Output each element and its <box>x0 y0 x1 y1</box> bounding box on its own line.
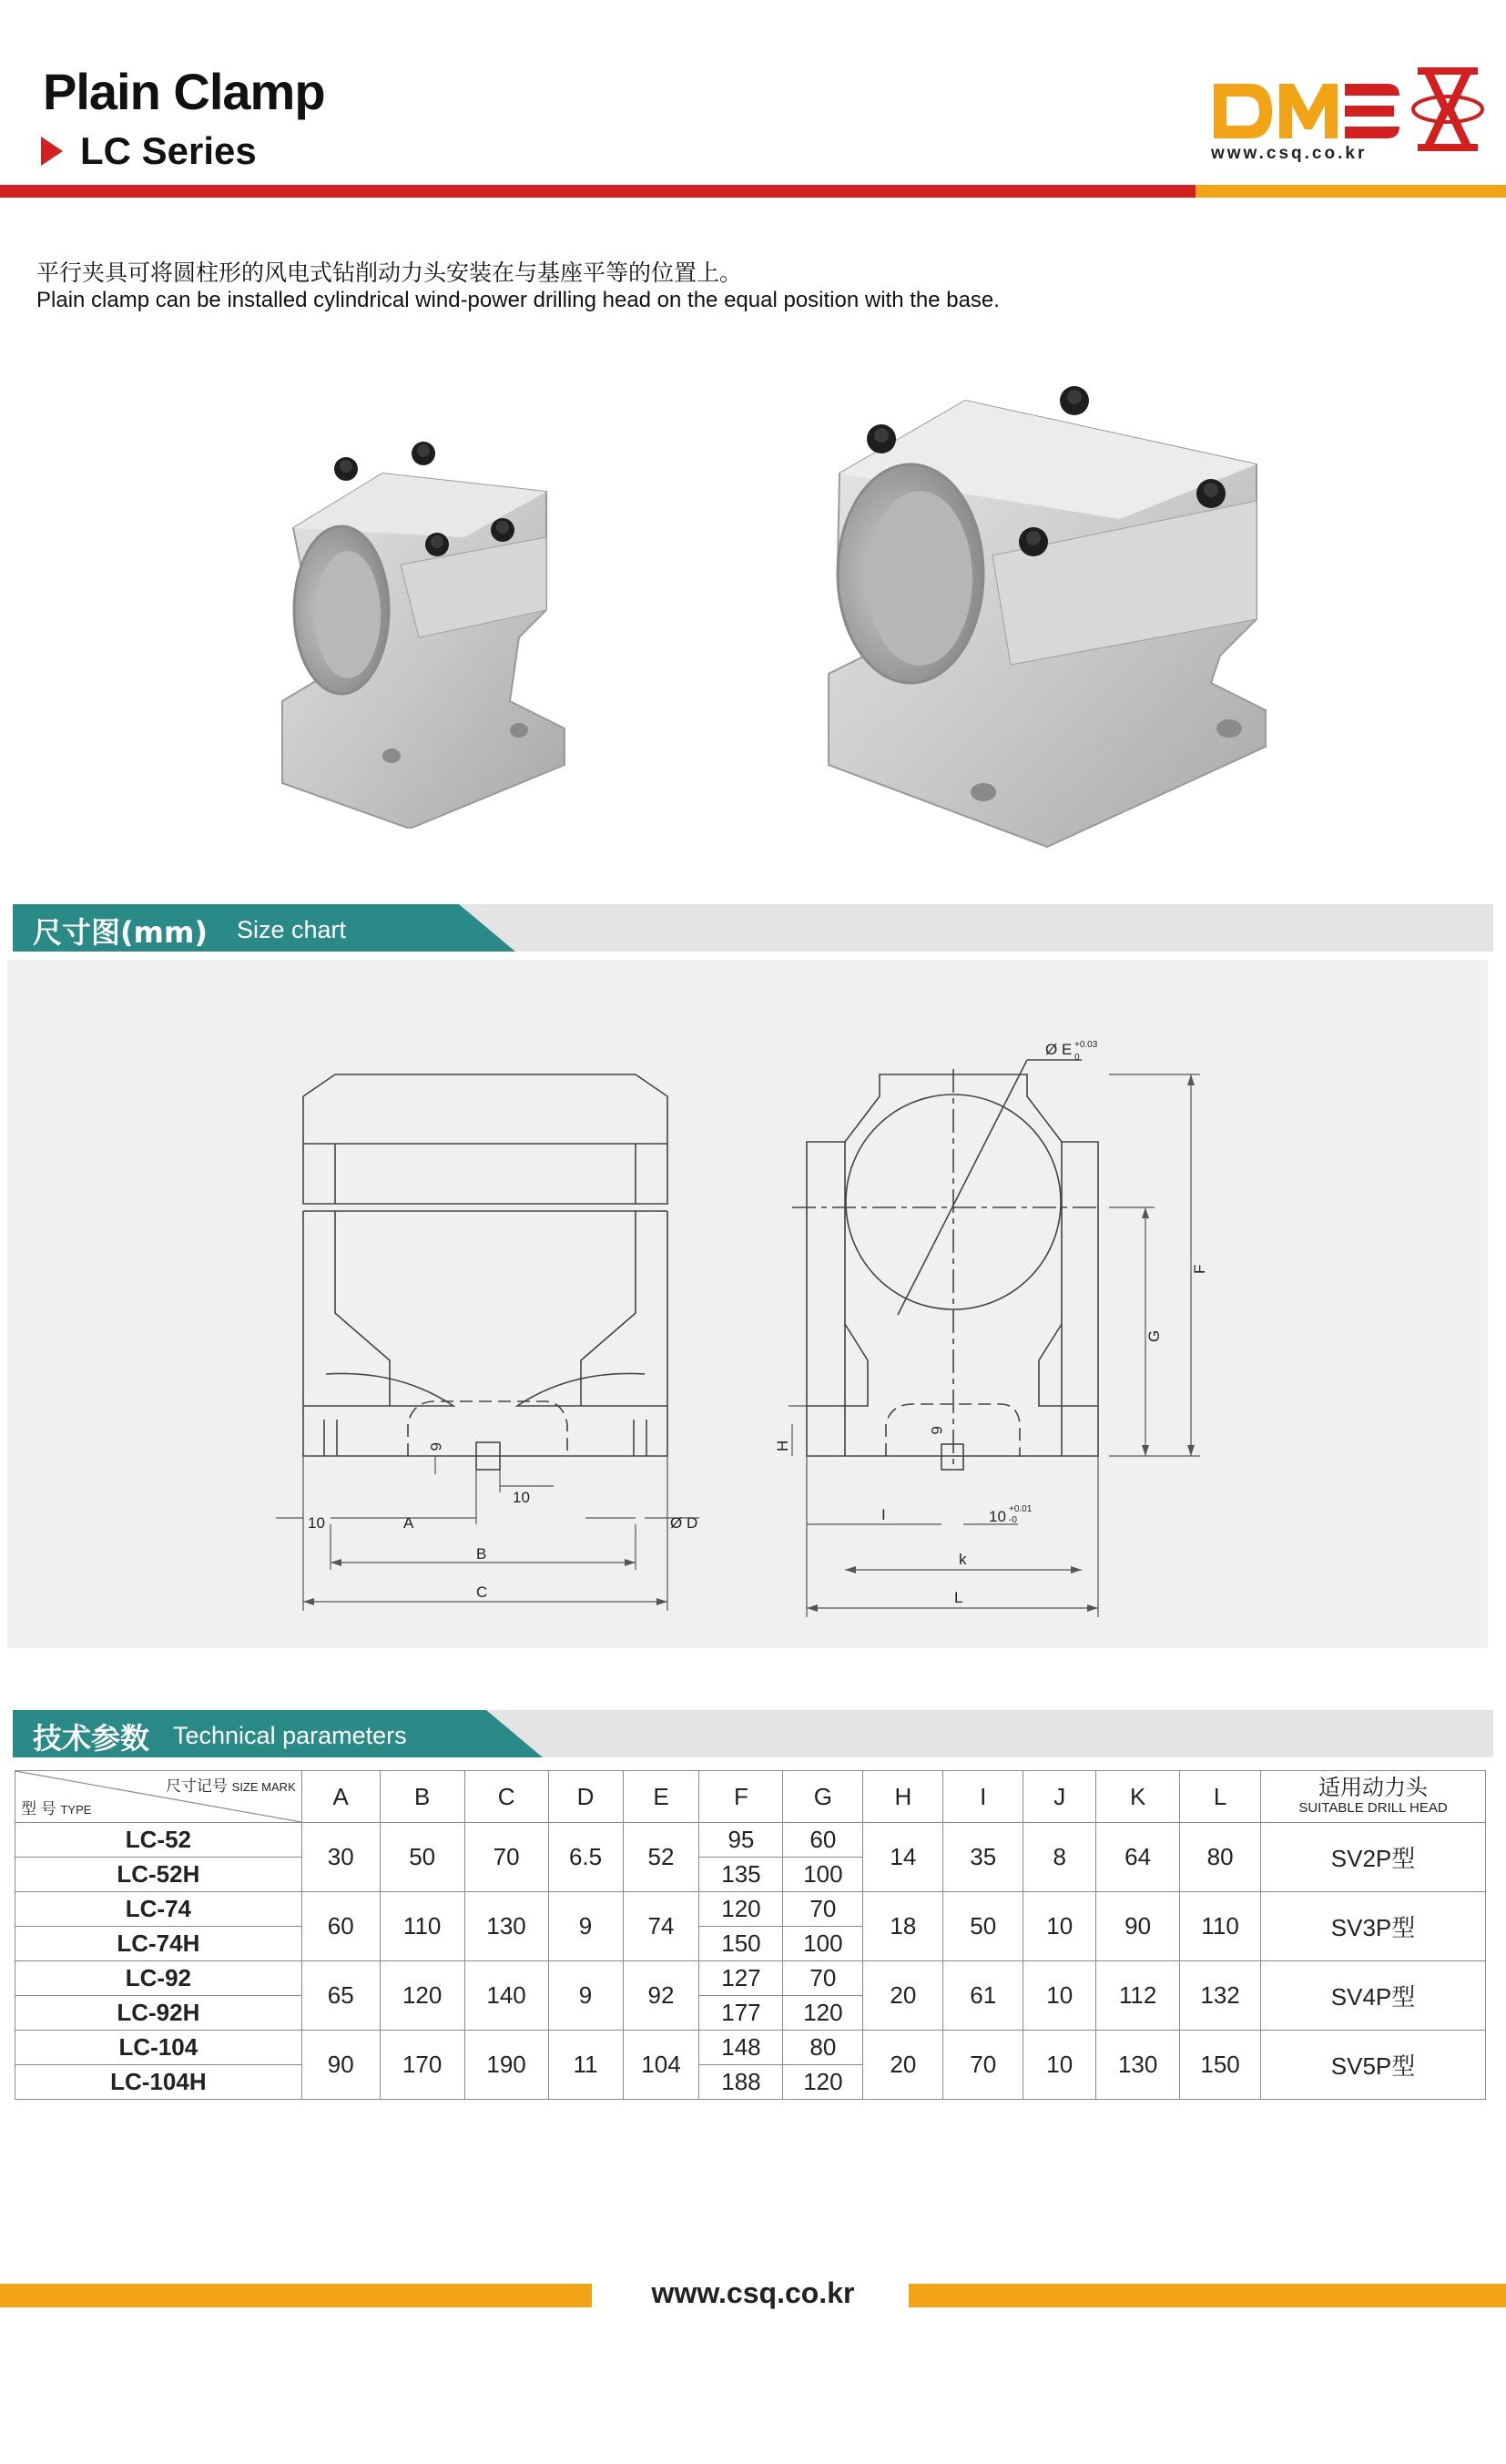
page-title: Plain Clamp <box>43 63 325 120</box>
front-view <box>303 1074 667 1470</box>
col-header-j: J <box>1023 1771 1096 1823</box>
value-b: 170 <box>380 2031 464 2100</box>
value-drill: SV4P型 <box>1261 1961 1486 2031</box>
value-g: 120 <box>783 1996 863 2031</box>
footer-url[interactable]: www.csq.co.kr <box>651 2276 855 2309</box>
header-corner-cell <box>15 1771 302 1823</box>
label-side-6: 6 <box>928 1426 945 1435</box>
table-row <box>15 2031 1486 2065</box>
label-side-oe-tol-lower: 0 <box>1074 1053 1080 1063</box>
value-l: 80 <box>1180 1823 1261 1892</box>
corner-top-cn: 尺寸记号 <box>165 1777 228 1795</box>
value-k: 130 <box>1096 2031 1180 2100</box>
value-c: 70 <box>464 1823 548 1892</box>
model-cell: LC-104H <box>15 2065 302 2100</box>
value-j: 10 <box>1023 2031 1096 2100</box>
value-g: 70 <box>783 1892 863 1927</box>
table-header-row <box>15 1771 1486 1823</box>
label-side-h: H <box>774 1440 791 1451</box>
value-d: 11 <box>548 2031 623 2100</box>
technical-drawing <box>7 960 1488 1648</box>
value-f: 148 <box>699 2031 783 2065</box>
value-i: 50 <box>943 1892 1023 1961</box>
label-side-10-tol-lower: -0 <box>1009 1515 1017 1525</box>
value-drill: SV5P型 <box>1261 2031 1486 2100</box>
value-f: 177 <box>699 1996 783 2031</box>
label-side-i: I <box>881 1506 886 1523</box>
value-l: 132 <box>1180 1961 1261 2031</box>
label-side-k: k <box>959 1551 967 1568</box>
label-side-l: L <box>954 1589 963 1606</box>
header-orange-bar <box>1196 185 1506 198</box>
play-triangle-icon <box>41 137 63 166</box>
logo-url: www.csq.co.kr <box>1211 144 1368 163</box>
dimension-arrows <box>303 1074 1195 1612</box>
value-l: 110 <box>1180 1892 1261 1961</box>
value-g: 100 <box>783 1927 863 1961</box>
value-h: 18 <box>863 1892 943 1961</box>
value-f: 188 <box>699 2065 783 2100</box>
col-header-g: G <box>783 1771 863 1823</box>
value-f: 135 <box>699 1858 783 1892</box>
drill-header-en: SUITABLE DRILL HEAD <box>1298 1800 1448 1816</box>
model-cell: LC-52 <box>15 1823 302 1858</box>
value-c: 190 <box>464 2031 548 2100</box>
tech-heading-en: Technical parameters <box>173 1722 407 1749</box>
value-k: 112 <box>1096 1961 1180 2031</box>
label-side-g: G <box>1145 1329 1163 1342</box>
value-j: 8 <box>1023 1823 1096 1892</box>
col-header-l: L <box>1180 1771 1261 1823</box>
size-chart-heading-en: Size chart <box>237 916 347 943</box>
col-header-k: K <box>1096 1771 1180 1823</box>
label-side-f: F <box>1191 1264 1208 1274</box>
label-front-c: C <box>476 1583 488 1601</box>
value-i: 61 <box>943 1961 1023 2031</box>
table-row <box>15 1892 1486 1927</box>
corner-top-en: SIZE MARK <box>231 1780 296 1794</box>
label-front-od: Ø D <box>670 1514 698 1532</box>
table-row <box>15 1823 1486 1858</box>
value-f: 127 <box>699 1961 783 1996</box>
value-f: 95 <box>699 1823 783 1858</box>
value-h: 20 <box>863 2031 943 2100</box>
value-b: 110 <box>380 1892 464 1961</box>
label-front-b: B <box>476 1545 487 1563</box>
value-f: 150 <box>699 1927 783 1961</box>
value-j: 10 <box>1023 1961 1096 2031</box>
model-cell: LC-92 <box>15 1961 302 1996</box>
table-row <box>15 1961 1486 1996</box>
label-front-6: 6 <box>427 1442 444 1451</box>
label-side-oe: Ø E <box>1045 1041 1073 1058</box>
label-side-10-tol-upper: +0.01 <box>1009 1504 1033 1514</box>
clamp-photo-large <box>819 382 1275 856</box>
clamp-photo-small <box>273 428 574 829</box>
header-red-bar <box>0 185 1196 198</box>
col-header-h: H <box>863 1771 943 1823</box>
value-b: 50 <box>380 1823 464 1892</box>
label-side-10: 10 <box>989 1508 1006 1525</box>
value-k: 90 <box>1096 1892 1180 1961</box>
value-g: 60 <box>783 1823 863 1858</box>
series-title: LC Series <box>80 129 257 172</box>
value-e: 92 <box>623 1961 699 2031</box>
label-side-oe-tol-upper: +0.03 <box>1074 1040 1098 1050</box>
col-header-drill <box>1261 1771 1486 1823</box>
value-j: 10 <box>1023 1892 1096 1961</box>
value-k: 64 <box>1096 1823 1180 1892</box>
value-i: 70 <box>943 2031 1023 2100</box>
side-view <box>792 1060 1098 1470</box>
value-g: 120 <box>783 2065 863 2100</box>
col-header-f: F <box>699 1771 783 1823</box>
value-e: 52 <box>623 1823 699 1892</box>
value-f: 120 <box>699 1892 783 1927</box>
value-c: 130 <box>464 1892 548 1961</box>
label-front-a: A <box>403 1514 414 1532</box>
corner-bottom-cn: 型 号 <box>21 1800 56 1817</box>
corner-bottom-en: TYPE <box>60 1803 92 1817</box>
value-drill: SV3P型 <box>1261 1892 1486 1961</box>
col-header-e: E <box>623 1771 699 1823</box>
parameters-table <box>15 1770 1486 2100</box>
model-cell: LC-74 <box>15 1892 302 1927</box>
intro-english: Plain clamp can be installed cylindrical wind-power drilling head on the equal position with the base. <box>36 288 1000 312</box>
label-front-10-slot: 10 <box>513 1489 530 1506</box>
model-cell: LC-52H <box>15 1858 302 1892</box>
model-cell: LC-104 <box>15 2031 302 2065</box>
value-a: 65 <box>301 1961 380 2031</box>
value-a: 90 <box>301 2031 380 2100</box>
col-header-i: I <box>943 1771 1023 1823</box>
value-a: 30 <box>301 1823 380 1892</box>
value-l: 150 <box>1180 2031 1261 2100</box>
value-d: 6.5 <box>548 1823 623 1892</box>
value-g: 80 <box>783 2031 863 2065</box>
drill-header-cn: 适用动力头 <box>1318 1776 1429 1800</box>
model-cell: LC-92H <box>15 1996 302 2031</box>
size-chart-heading-cn: 尺寸图(mm) <box>33 915 208 950</box>
col-header-c: C <box>464 1771 548 1823</box>
value-i: 35 <box>943 1823 1023 1892</box>
value-drill: SV2P型 <box>1261 1823 1486 1892</box>
value-d: 9 <box>548 1892 623 1961</box>
col-header-d: D <box>548 1771 623 1823</box>
value-h: 14 <box>863 1823 943 1892</box>
tech-heading-cn: 技术参数 <box>33 1721 150 1756</box>
value-c: 140 <box>464 1961 548 2031</box>
value-a: 60 <box>301 1892 380 1961</box>
value-b: 120 <box>380 1961 464 2031</box>
value-h: 20 <box>863 1961 943 2031</box>
value-g: 70 <box>783 1961 863 1996</box>
col-header-a: A <box>301 1771 380 1823</box>
value-e: 104 <box>623 2031 699 2100</box>
value-e: 74 <box>623 1892 699 1961</box>
model-cell: LC-74H <box>15 1927 302 1961</box>
intro-chinese: 平行夹具可将圆柱形的风电式钻削动力头安装在与基座平等的位置上。 <box>36 260 743 286</box>
label-front-10-left: 10 <box>308 1514 325 1532</box>
value-d: 9 <box>548 1961 623 2031</box>
value-g: 100 <box>783 1858 863 1892</box>
col-header-b: B <box>380 1771 464 1823</box>
